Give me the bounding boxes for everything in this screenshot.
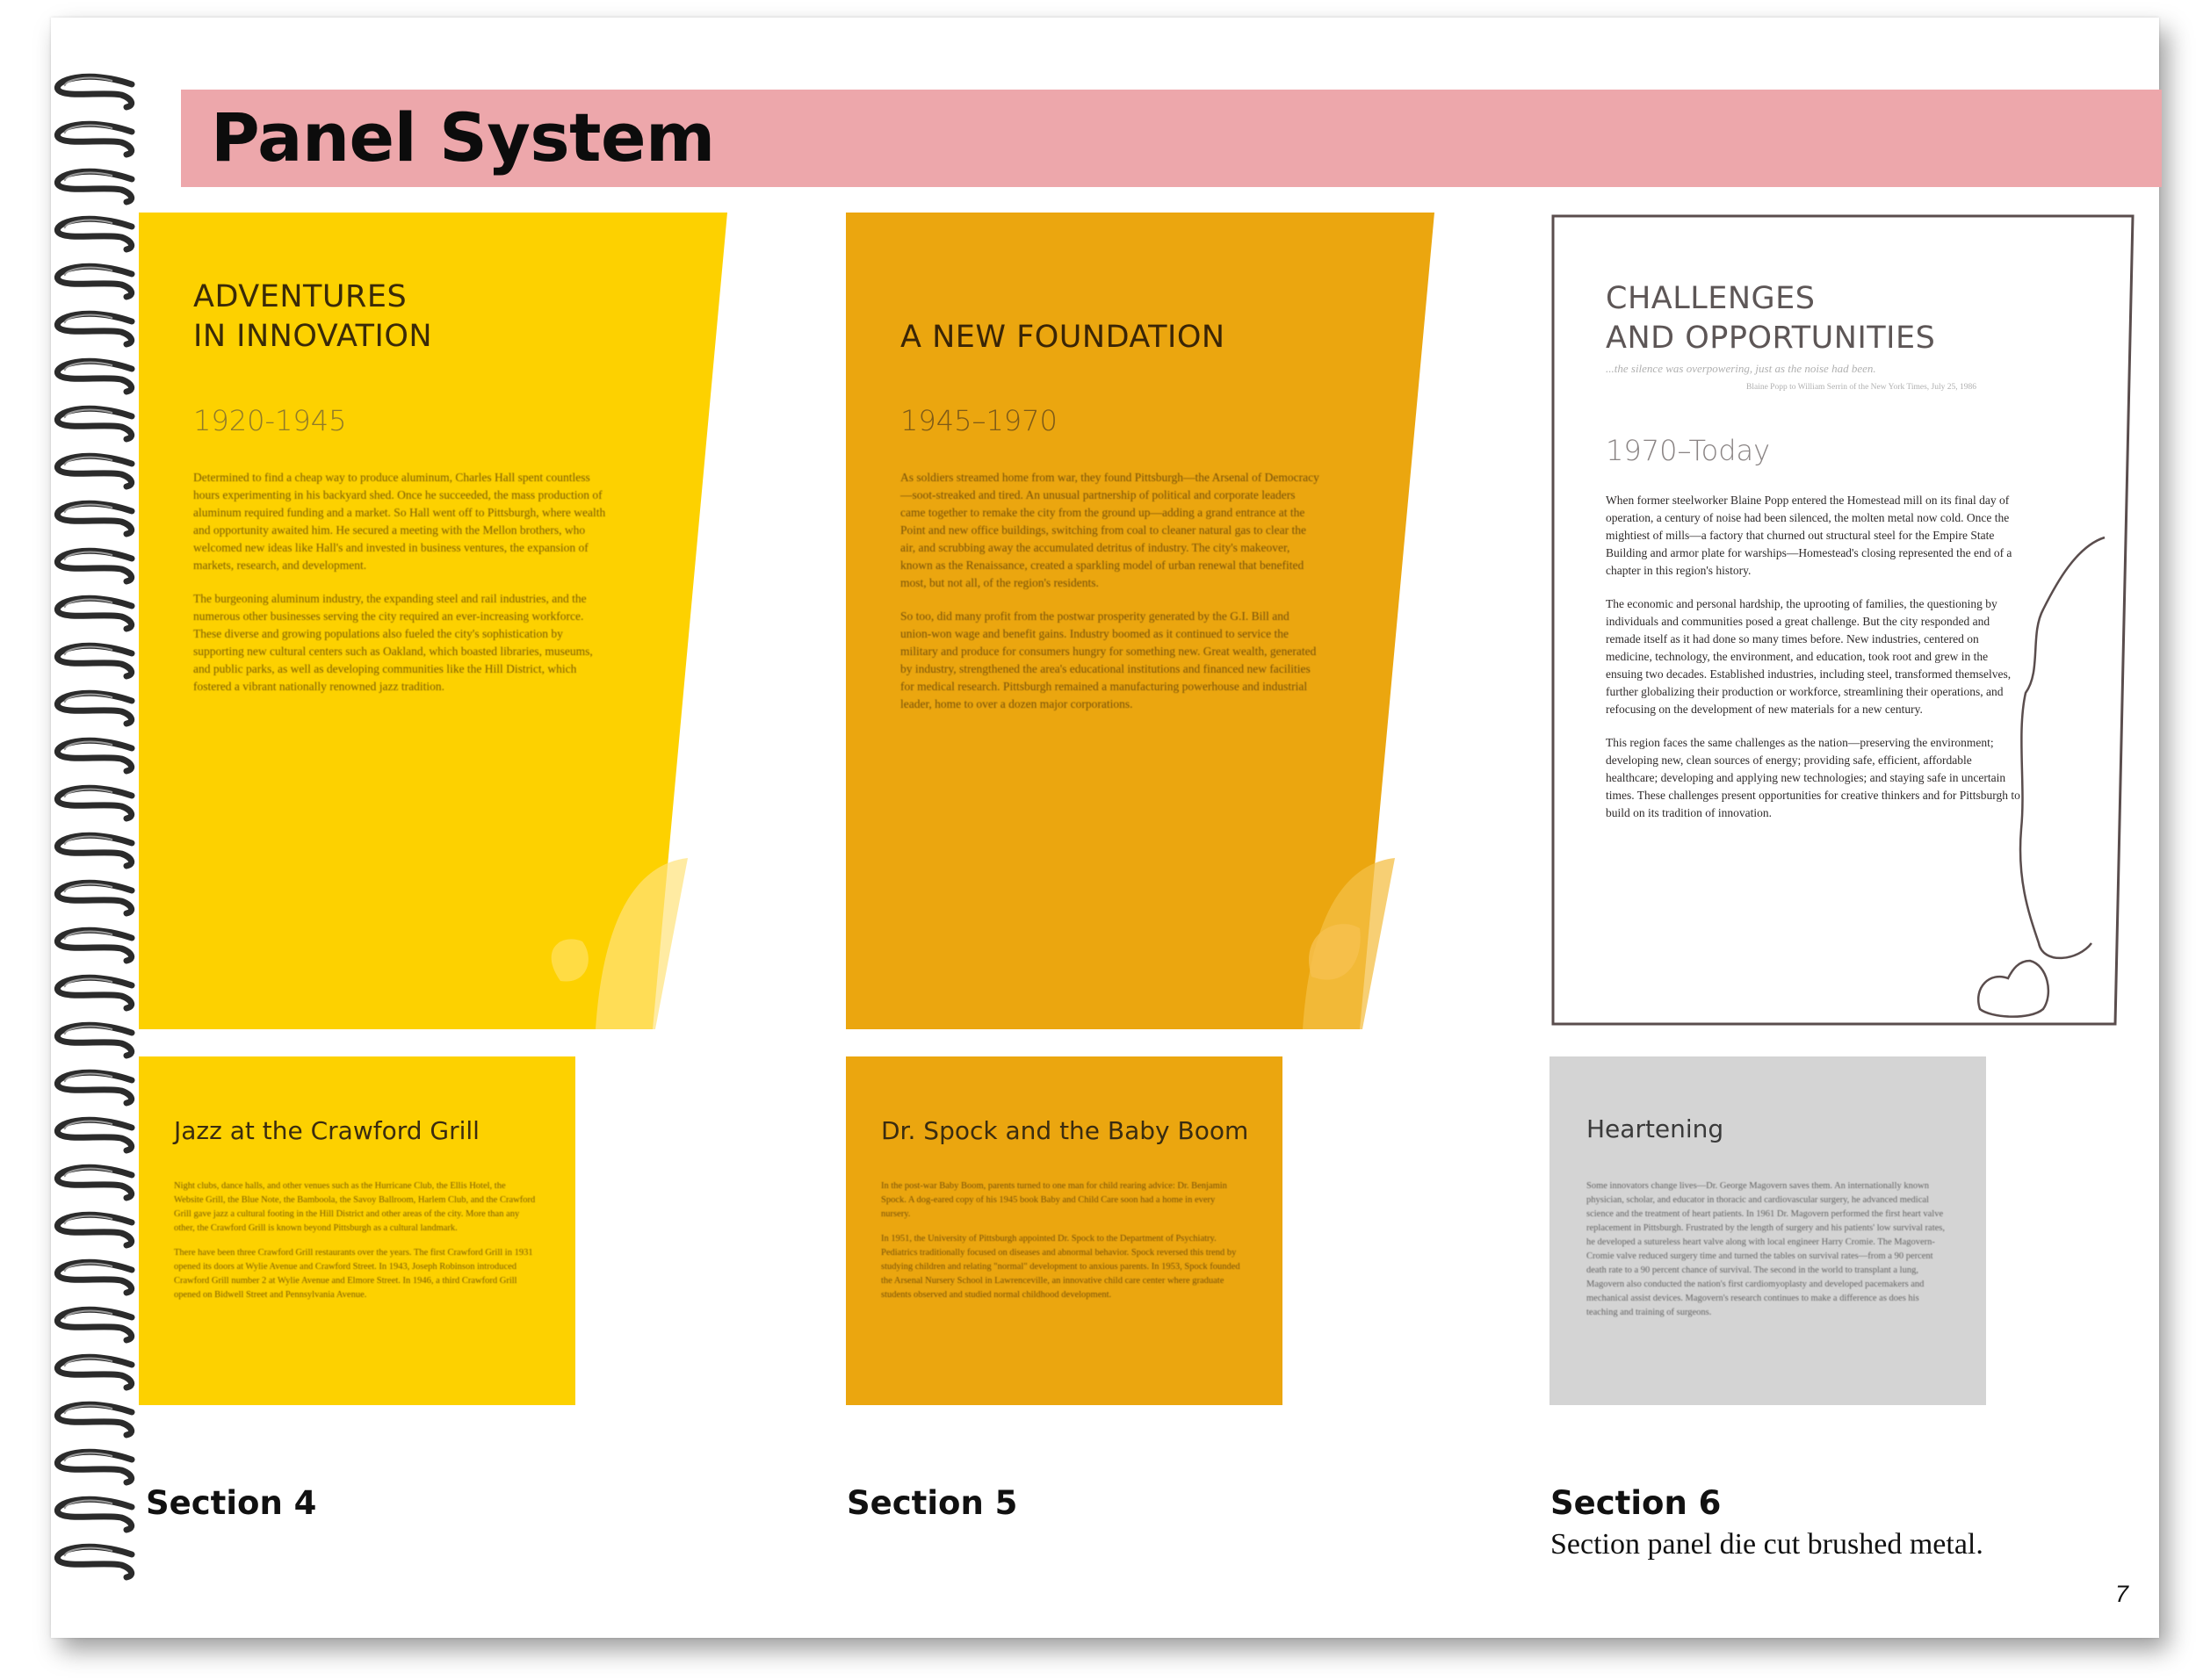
sub-panel-paragraph: In the post-war Baby Boom, parents turned to one man for child rearing advice: Dr. Benjamin Spock. A dog-eared copy of his 1945 book Baby and Child Care soon had a home in every nursery.	[881, 1181, 1227, 1219]
binding-ring	[57, 456, 132, 487]
notebook-page	[51, 18, 2159, 1638]
binding-ring	[57, 1215, 132, 1245]
panel-paragraph: So too, did many profit from the postwar prosperity generated by the G.I. Bill and union-won wage and benefit gains. Industry boomed as it continued to service the military and produce for consumers hungry for something new. Great wealth, generated by industry, strengthened the area's educational institutions and financed new facilities for medical research. Pittsburgh remained a manufacturing powerhouse and industrial leader, home to over a dozen major corporations.	[900, 609, 1317, 710]
sub-panel-title: Dr. Spock and the Baby Boom	[881, 1116, 1249, 1145]
binding-ring	[57, 361, 132, 392]
binding-ring	[57, 977, 132, 1008]
panel-years: 1920-1945	[193, 404, 347, 437]
panel-body	[193, 469, 606, 711]
panel-title	[1606, 279, 1935, 358]
binding-ring	[57, 1262, 132, 1293]
binding-ring	[57, 1499, 132, 1530]
page-number: 7	[2115, 1581, 2129, 1607]
binding-ring	[57, 1547, 132, 1577]
sub-panel-paragraph: There have been three Crawford Grill restaurants over the years. The first Crawford Grill in 1931 opened its doors at Wylie Avenue and Crawford Street. In 1943, Joseph Robinson introduced Crawford Grill number 2 at Wylie Avenue and Elmore Street. In 1946, a third Crawford Grill opened on Bidwell Street and Pennsylvania Avenue.	[174, 1248, 533, 1300]
sub-panel-paragraph: Some innovators change lives—Dr. George Magovern saves them. An internationally known physician, scholar, and educator in thoracic and cardiovascular surgery, he advanced medical science and the treatment of heart patients. In 1961 Dr. Magovern performed the first heart valve replacement in Pittsburgh. Frustrated by the length of surgery and his patients' low survival rates, he developed a sutureless heart valve along with local engineer Harry Cromie. The Magovern-Cromie valve reduced surgery time and turned the tables on survival rates—from a 90 percent death rate to a 90 percent chance of survival. The second in the world to transplant a lung, Magovern also conducted the nation's first cardiomyoplasty and developed pacemakers and mechanical assist devices. Magovern's research continues to make a difference as does his teaching and training of surgeons.	[1586, 1181, 1946, 1317]
binding-ring	[57, 1452, 132, 1482]
panel-years: 1970–Today	[1606, 434, 1771, 467]
binding-ring	[57, 1309, 132, 1340]
binding-ring	[57, 598, 132, 629]
section-label: Section 4	[146, 1484, 317, 1522]
binding-ring	[57, 266, 132, 297]
section-4-main-panel	[139, 213, 727, 1029]
binding-ring	[57, 788, 132, 818]
panel-paragraph: As soldiers streamed home from war, they found Pittsburgh—the Arsenal of Democracy—soot-streaked and tired. An unusual partnership of political and corporate leaders came together to remake the city from the ground up—adding a grand entrance at the Point and new office buildings, switching from coal to cleaner natural gas to clear the air, and scrubbing away the accumulated detritus of industry. The city's makeover, known as the Renaissance, created a sparkling model of urban renewal that benefited most, but not all, of the region's residents.	[900, 471, 1319, 589]
binding-ring	[57, 1072, 132, 1103]
panel-title-line: ADVENTURES	[193, 279, 408, 314]
binding-ring	[57, 883, 132, 913]
panel-title-line: A NEW FOUNDATION	[900, 320, 1225, 355]
panel-title	[193, 278, 432, 357]
panel-paragraph: The economic and personal hardship, the uprooting of families, the questioning by individuals and communities posed a great challenge. But the city responded and remade itself as it had done so many times before. New industries, centered on medicine, technology, the environment, and education, took root and grew in the ensuing two decades. Established industries, including steel, transformed themselves, further globalizing their production or workforce, streamlining their operations, and refocusing on the development of new materials for a new century.	[1606, 597, 2012, 716]
sub-panel-paragraph: In 1951, the University of Pittsburgh appointed Dr. Spock to the Department of Psychiatry. Pediatrics traditionally focused on diseases and abnormal behavior. Spock reversed this trend by studying children and relating "normal" development to anxious parents. In 1953, Spock founded the Arsenal Nursery School in Lawrenceville, an innovative child care center where graduate students observed and studied normal childhood development.	[881, 1234, 1240, 1300]
panel-quote-source: Blaine Popp to William Serrin of the New York Times, July 25, 1986	[1746, 383, 1977, 392]
header-bar	[181, 90, 2162, 187]
binding-ring	[57, 1357, 132, 1388]
binding-ring	[57, 1120, 132, 1150]
section-caption: Section panel die cut brushed metal.	[1550, 1528, 1983, 1561]
sub-panel-body	[1586, 1179, 1948, 1330]
binding-ring	[57, 930, 132, 961]
sub-panel-body	[881, 1179, 1243, 1313]
binding-ring	[57, 124, 132, 155]
binding-ring	[57, 314, 132, 344]
panel-years: 1945–1970	[900, 404, 1058, 437]
sub-panel-title: Heartening	[1586, 1114, 1724, 1143]
sub-panel-title: Jazz at the Crawford Grill	[174, 1116, 480, 1145]
panel-paragraph: Determined to find a cheap way to produce aluminum, Charles Hall spent countless hours experimenting in his backyard shed. Once he succeeded, the mass production of aluminum required funding and a market. So Hall went off to Pittsburgh, where wealth and opportunity awaited him. He secured a meeting with the Mellon brothers, who welcomed new ideas like Hall's and invested in business ventures, the expansion of markets, research, and development.	[193, 471, 606, 572]
panel-title-line: CHALLENGES	[1606, 281, 1816, 316]
page-title: Panel System	[211, 98, 715, 177]
section-5-main-panel	[846, 213, 1434, 1029]
binding-ring	[57, 408, 132, 439]
spiral-binding	[51, 67, 148, 1630]
panel-quote: ...the silence was overpowering, just as the noise had been.	[1606, 362, 1876, 375]
binding-ring	[57, 1404, 132, 1435]
section-label: Section 6	[1550, 1484, 1722, 1522]
sub-panel-body	[174, 1179, 536, 1313]
binding-ring	[57, 1167, 132, 1198]
section-label: Section 5	[847, 1484, 1018, 1522]
binding-ring	[57, 835, 132, 866]
binding-ring	[57, 76, 132, 107]
panel-body	[900, 469, 1322, 729]
panel-title-line: IN INNOVATION	[193, 319, 433, 354]
binding-ring	[57, 1025, 132, 1056]
section-6-main-panel	[1551, 214, 2140, 1031]
binding-ring	[57, 171, 132, 202]
binding-ring	[57, 693, 132, 724]
binding-ring	[57, 645, 132, 676]
section-4-sub-panel	[139, 1056, 575, 1405]
panel-body	[1606, 492, 2026, 838]
binding-ring	[57, 740, 132, 771]
panel-title	[900, 318, 1225, 357]
binding-ring	[57, 503, 132, 534]
binding-ring	[57, 551, 132, 581]
panel-paragraph: When former steelworker Blaine Popp entered the Homestead mill on its final day of operation, a century of noise had been silenced, the molten metal now cold. Once the mightiest of mills—a factory that churned out structural steel for the Empire State Building and armor plate for warships—Homestead's closing represented the end of a chapter in this region's history.	[1606, 494, 2012, 577]
panel-paragraph: The burgeoning aluminum industry, the expanding steel and rail industries, and the numerous other businesses serving the city required an ever-increasing workforce. These diverse and growing populations also fueled the city's sophistication by supporting new cultural centers such as Oakland, which boasted libraries, museums, and public parks, as well as developing communities like the Hill District, which fostered a vibrant nationally renowned jazz tradition.	[193, 592, 593, 693]
panel-title-line: AND OPPORTUNITIES	[1606, 321, 1936, 356]
panel-paragraph: This region faces the same challenges as the nation—preserving the environment; developing new, clean sources of energy; providing safe, efficient, affordable healthcare; developing and applying new technologies; and staying safe in uncertain times. These challenges present opportunities for creative thinkers and for Pittsburgh to build on its tradition of innovation.	[1606, 736, 2020, 819]
sub-panel-paragraph: Night clubs, dance halls, and other venues such as the Hurricane Club, the Ellis Hotel, the Website Grill, the Blue Note, the Bamboola, the Savoy Ballroom, Harlem Club, and the Crawford Grill gave jazz a cultural footing in the Hill District and other areas of the city. More than any other, the Crawford Grill is known beyond Pittsburgh as a cultural landmark.	[174, 1181, 536, 1233]
binding-ring	[57, 219, 132, 249]
section-6-sub-panel	[1549, 1056, 1986, 1405]
section-5-sub-panel	[846, 1056, 1282, 1405]
